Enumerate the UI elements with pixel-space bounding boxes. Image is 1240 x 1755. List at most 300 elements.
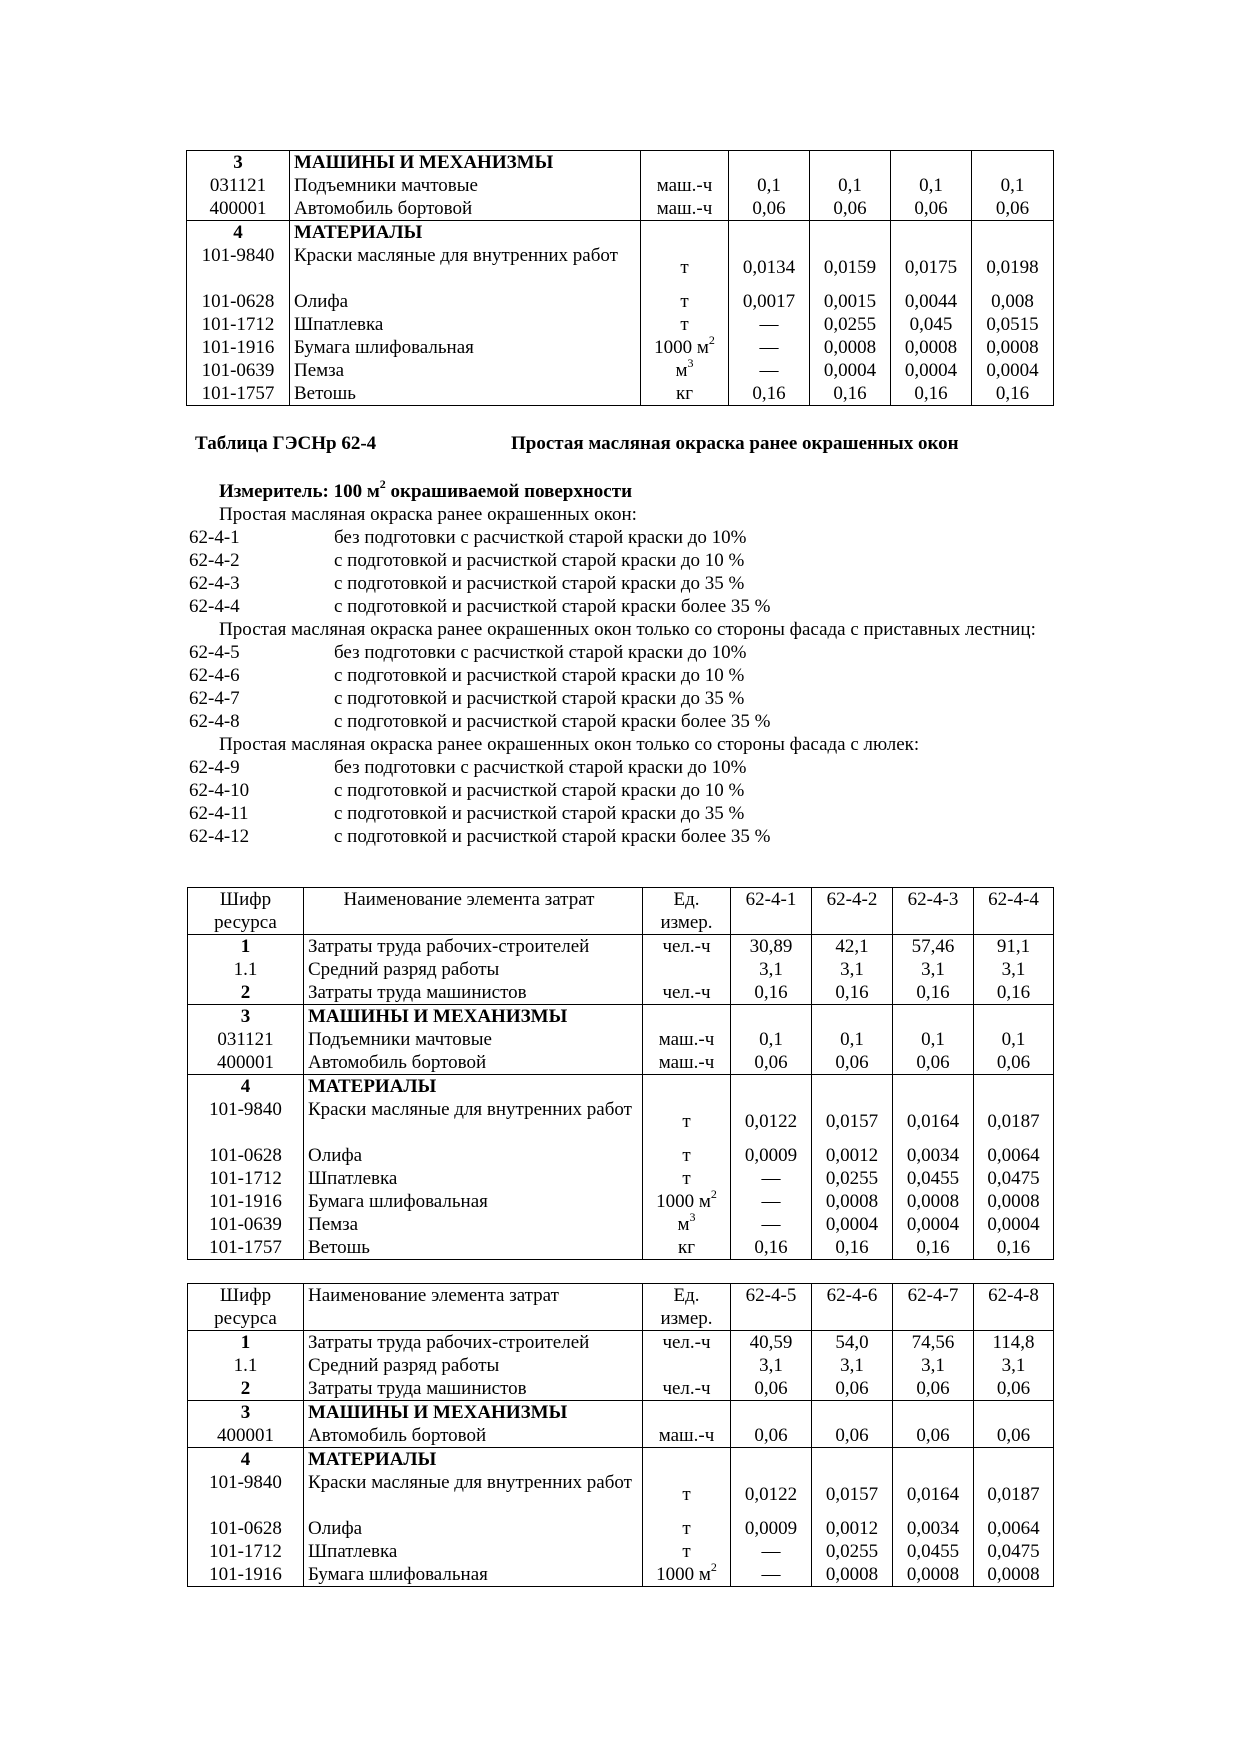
- resource-code: 101-1757: [187, 382, 290, 406]
- resource-code: 101-1712: [188, 1540, 304, 1563]
- unit-cell: [643, 1471, 731, 1517]
- value-cell: 3,1: [974, 1354, 1054, 1377]
- value-cell: 40,59: [731, 1331, 812, 1355]
- table-row: [187, 336, 1054, 359]
- resource-code: 031121: [187, 174, 290, 197]
- table-row: [188, 1236, 1054, 1260]
- table-code-item: [189, 549, 1061, 572]
- value-cell: 0,0064: [974, 1517, 1054, 1540]
- table-code: 62-4-2: [189, 550, 240, 571]
- unit-cell: [641, 290, 729, 313]
- unit-cell: [643, 1028, 731, 1051]
- unit-cell: [641, 332, 729, 359]
- resource-code: 101-1757: [188, 1236, 304, 1260]
- table-code: 62-4-9: [189, 757, 240, 778]
- table-row: [188, 1540, 1054, 1563]
- table-code-description: с подготовкой и расчисткой старой краски более 35 %: [334, 826, 771, 847]
- cost-element-name: Автомобиль бортовой: [304, 1051, 643, 1075]
- unit-text: т: [682, 1110, 691, 1132]
- value-cell: 3,1: [893, 1354, 974, 1377]
- value-cell: 0,0015: [810, 290, 891, 313]
- value-cell: 0,0187: [974, 1098, 1054, 1144]
- value-cell: 0,045: [891, 313, 972, 336]
- unit-text: маш.-ч: [656, 198, 713, 219]
- unit-text: чел.-ч: [662, 936, 711, 957]
- value-cell: 0,0004: [974, 1213, 1054, 1236]
- unit-cell: [643, 1331, 731, 1355]
- value-cell: 0,06: [812, 1051, 893, 1075]
- value-cell: 3,1: [812, 958, 893, 981]
- value-cell: 0,1: [972, 174, 1054, 197]
- cost-element-name: Ветошь: [290, 382, 641, 406]
- header-col-code: 62-4-2: [812, 888, 893, 935]
- value-cell: —: [731, 1167, 812, 1190]
- table-row: [187, 244, 1054, 290]
- value-cell: 0,0455: [893, 1540, 974, 1563]
- value-cell: 54,0: [812, 1331, 893, 1355]
- table-row: [188, 1028, 1054, 1051]
- table-code-description: с подготовкой и расчисткой старой краски более 35 %: [334, 596, 771, 617]
- value-cell: —: [731, 1540, 812, 1563]
- cost-element-name: Краски масляные для внутренних работ: [290, 244, 641, 290]
- cost-element-name: Шпатлевка: [290, 313, 641, 336]
- value-cell: 0,0255: [812, 1540, 893, 1563]
- value-cell: 0,16: [891, 382, 972, 406]
- value-cell: [731, 1448, 812, 1472]
- cost-element-name: Олифа: [290, 290, 641, 313]
- value-cell: 0,06: [891, 197, 972, 221]
- resource-code: 101-0639: [187, 359, 290, 382]
- header-col-code: 62-4-4: [974, 888, 1054, 935]
- value-cell: 0,0004: [810, 359, 891, 382]
- resource-code: 4: [188, 1448, 304, 1472]
- unit-superscript: 2: [710, 1186, 717, 1201]
- header-code: Шифр ресурса: [188, 888, 304, 935]
- unit-cell: [643, 1167, 731, 1190]
- cost-element-name: МАТЕРИАЛЫ: [304, 1448, 643, 1472]
- table-code: 62-4-7: [189, 688, 240, 709]
- resource-code: 101-9840: [188, 1471, 304, 1517]
- cost-element-name: Затраты труда рабочих-строителей: [304, 1331, 643, 1355]
- cost-element-name: Краски масляные для внутренних работ: [304, 1471, 643, 1517]
- resource-code: 1: [188, 1331, 304, 1355]
- unit-superscript: 2: [710, 1559, 717, 1574]
- table-code: 62-4-11: [189, 803, 249, 824]
- group-heading: Простая масляная окраска ранее окрашенных окон только со стороны фасада с приставных лестниц:: [219, 619, 1036, 640]
- value-cell: 0,16: [812, 1236, 893, 1260]
- table-row: [188, 1051, 1054, 1075]
- cost-element-name: Средний разряд работы: [304, 958, 643, 981]
- unit-cell: [643, 1098, 731, 1144]
- table-code-description: с подготовкой и расчисткой старой краски до 10 %: [334, 780, 745, 801]
- value-cell: 0,0034: [893, 1517, 974, 1540]
- table-title: Простая масляная окраска ранее окрашенных окон: [511, 433, 959, 454]
- value-cell: 0,0175: [891, 244, 972, 290]
- value-cell: 0,0004: [891, 359, 972, 382]
- resource-code: 400001: [188, 1424, 304, 1448]
- value-cell: [974, 1005, 1054, 1029]
- table-row: [188, 1098, 1054, 1144]
- unit-cell: [641, 355, 729, 382]
- value-cell: 0,06: [893, 1424, 974, 1448]
- value-cell: [729, 151, 810, 175]
- cost-element-name: Ветошь: [304, 1236, 643, 1260]
- value-cell: 3,1: [731, 958, 812, 981]
- value-cell: 0,06: [731, 1051, 812, 1075]
- unit-text: маш.-ч: [658, 1425, 715, 1446]
- value-cell: 0,1: [974, 1028, 1054, 1051]
- value-cell: —: [731, 1190, 812, 1213]
- table-code-item: [189, 779, 1061, 802]
- table-code: 62-4-8: [189, 711, 240, 732]
- value-cell: —: [729, 336, 810, 359]
- table-code-item: [189, 687, 1061, 710]
- header-col-code: 62-4-7: [893, 1284, 974, 1331]
- resource-code: 1: [188, 935, 304, 959]
- cost-element-name: Средний разряд работы: [304, 1354, 643, 1377]
- cost-element-name: Подъемники мачтовые: [290, 174, 641, 197]
- table-row: [188, 1354, 1054, 1377]
- cost-element-name: МАТЕРИАЛЫ: [290, 221, 641, 245]
- value-cell: 0,0008: [893, 1563, 974, 1587]
- section-row: [188, 1075, 1054, 1099]
- unit-text: м: [675, 360, 688, 381]
- table-row: [188, 1190, 1054, 1213]
- table-row: [187, 197, 1054, 221]
- header-col-code: 62-4-6: [812, 1284, 893, 1331]
- header-col-code: 62-4-5: [731, 1284, 812, 1331]
- unit-cell: [643, 1209, 731, 1236]
- value-cell: 74,56: [893, 1331, 974, 1355]
- value-cell: —: [731, 1563, 812, 1587]
- value-cell: 0,06: [812, 1424, 893, 1448]
- value-cell: [731, 1005, 812, 1029]
- resource-code: 101-0628: [187, 290, 290, 313]
- value-cell: 0,1: [891, 174, 972, 197]
- value-cell: [731, 1075, 812, 1099]
- value-cell: 0,16: [893, 981, 974, 1005]
- resource-code: 101-9840: [187, 244, 290, 290]
- value-cell: —: [729, 359, 810, 382]
- unit-text: маш.-ч: [658, 1052, 715, 1073]
- value-cell: 0,0008: [972, 336, 1054, 359]
- cost-element-name: Автомобиль бортовой: [304, 1424, 643, 1448]
- value-cell: 0,1: [731, 1028, 812, 1051]
- unit-cell: [643, 935, 731, 959]
- value-cell: 0,1: [729, 174, 810, 197]
- table-code-description: без подготовки с расчисткой старой краски до 10%: [334, 757, 747, 778]
- value-cell: 0,0475: [974, 1540, 1054, 1563]
- header-name: Наименование элемента затрат: [304, 888, 643, 935]
- table-row: [188, 1167, 1054, 1190]
- value-cell: 0,06: [974, 1051, 1054, 1075]
- resource-code: 1.1: [188, 1354, 304, 1377]
- header-code: Шифр ресурса: [188, 1284, 304, 1331]
- value-cell: [893, 1005, 974, 1029]
- value-cell: [893, 1075, 974, 1099]
- value-cell: 0,06: [974, 1377, 1054, 1401]
- value-cell: 0,06: [972, 197, 1054, 221]
- value-cell: 0,16: [810, 382, 891, 406]
- cost-element-name: Шпатлевка: [304, 1167, 643, 1190]
- table-code: 62-4-1: [189, 527, 240, 548]
- value-cell: 0,16: [731, 1236, 812, 1260]
- table-code-description: без подготовки с расчисткой старой краски до 10%: [334, 527, 747, 548]
- unit-text: м: [677, 1214, 690, 1235]
- value-cell: 0,16: [974, 981, 1054, 1005]
- table-code: 62-4-3: [189, 573, 240, 594]
- unit-text: чел.-ч: [662, 1378, 711, 1399]
- value-cell: [812, 1448, 893, 1472]
- value-cell: 0,0004: [972, 359, 1054, 382]
- group-heading: Простая масляная окраска ранее окрашенных окон:: [219, 504, 637, 525]
- table-row: [187, 290, 1054, 313]
- resource-code: 2: [188, 1377, 304, 1401]
- value-cell: 0,0187: [974, 1471, 1054, 1517]
- value-cell: [729, 221, 810, 245]
- value-cell: 0,06: [729, 197, 810, 221]
- value-cell: 0,16: [974, 1236, 1054, 1260]
- unit-cell: [643, 1559, 731, 1587]
- section-row: [188, 1401, 1054, 1425]
- table-row: [188, 1377, 1054, 1401]
- value-cell: 0,0475: [974, 1167, 1054, 1190]
- value-cell: [974, 1448, 1054, 1472]
- table-row: [187, 382, 1054, 406]
- value-cell: —: [729, 313, 810, 336]
- value-cell: 0,0255: [812, 1167, 893, 1190]
- table-header-row: [188, 1284, 1054, 1331]
- table-code: 62-4-6: [189, 665, 240, 686]
- unit-cell: [641, 151, 729, 175]
- table-code: 62-4-10: [189, 780, 250, 801]
- table-code-item: [189, 526, 1061, 549]
- unit-cell: [643, 1144, 731, 1167]
- value-cell: 0,1: [812, 1028, 893, 1051]
- table-label: Таблица ГЭСНр 62-4: [195, 433, 377, 454]
- table-code-item: [189, 572, 1061, 595]
- value-cell: 42,1: [812, 935, 893, 959]
- cost-element-name: Бумага шлифовальная: [304, 1190, 643, 1213]
- value-cell: 91,1: [974, 935, 1054, 959]
- resource-code: 3: [188, 1401, 304, 1425]
- value-cell: 0,06: [812, 1377, 893, 1401]
- resource-code: 4: [187, 221, 290, 245]
- value-cell: 0,0157: [812, 1098, 893, 1144]
- value-cell: 114,8: [974, 1331, 1054, 1355]
- cost-element-name: Бумага шлифовальная: [304, 1563, 643, 1587]
- table-row: [187, 359, 1054, 382]
- value-cell: 0,06: [893, 1051, 974, 1075]
- header-unit: Ед. измер.: [643, 888, 731, 935]
- value-cell: [812, 1075, 893, 1099]
- unit-text: маш.-ч: [658, 1029, 715, 1050]
- unit-cell: [643, 1186, 731, 1213]
- cost-table-continuation: [186, 150, 1054, 406]
- value-cell: 0,0008: [893, 1190, 974, 1213]
- cost-element-name: Затраты труда рабочих-строителей: [304, 935, 643, 959]
- unit-text: маш.-ч: [656, 175, 713, 196]
- table-code-description: без подготовки с расчисткой старой краски до 10%: [334, 642, 747, 663]
- unit-text: т: [680, 314, 689, 335]
- cost-element-name: МАШИНЫ И МЕХАНИЗМЫ: [290, 151, 641, 175]
- table-code-description: с подготовкой и расчисткой старой краски до 35 %: [334, 803, 745, 824]
- unit-cell: [643, 1051, 731, 1075]
- value-cell: 0,0515: [972, 313, 1054, 336]
- table-row: [188, 1331, 1054, 1355]
- resource-code: 1.1: [188, 958, 304, 981]
- table-code-description: с подготовкой и расчисткой старой краски до 35 %: [334, 688, 745, 709]
- resource-code: 101-0628: [188, 1144, 304, 1167]
- unit-cell: [643, 1401, 731, 1425]
- unit-text: т: [680, 256, 689, 278]
- value-cell: 0,0008: [810, 336, 891, 359]
- cost-element-name: МАШИНЫ И МЕХАНИЗМЫ: [304, 1005, 643, 1029]
- value-cell: 0,0157: [812, 1471, 893, 1517]
- table-row: [188, 958, 1054, 981]
- value-cell: 0,0164: [893, 1471, 974, 1517]
- header-col-code: 62-4-8: [974, 1284, 1054, 1331]
- value-cell: 0,16: [729, 382, 810, 406]
- table-code-description: с подготовкой и расчисткой старой краски до 10 %: [334, 550, 745, 571]
- cost-element-name: МАШИНЫ И МЕХАНИЗМЫ: [304, 1401, 643, 1425]
- value-cell: 0,0004: [893, 1213, 974, 1236]
- value-cell: 0,0044: [891, 290, 972, 313]
- resource-code: 101-1712: [188, 1167, 304, 1190]
- value-cell: 0,0009: [731, 1517, 812, 1540]
- table-code: 62-4-12: [189, 826, 250, 847]
- unit-text: т: [682, 1541, 691, 1562]
- resource-code: 101-1916: [188, 1563, 304, 1587]
- unit-cell: [643, 1448, 731, 1472]
- table-code-item: [189, 802, 1061, 825]
- value-cell: 0,0255: [810, 313, 891, 336]
- unit-text: т: [680, 291, 689, 312]
- table-code-description: с подготовкой и расчисткой старой краски до 35 %: [334, 573, 745, 594]
- unit-text: т: [682, 1483, 691, 1505]
- resource-code: 3: [187, 151, 290, 175]
- value-cell: 0,0064: [974, 1144, 1054, 1167]
- cost-table-62-4-5-8: [187, 1283, 1054, 1587]
- unit-cell: [641, 221, 729, 245]
- unit-cell: [643, 1540, 731, 1563]
- cost-element-name: Затраты труда машинистов: [304, 1377, 643, 1401]
- section-description: [189, 476, 1061, 848]
- value-cell: [972, 151, 1054, 175]
- table-row: [188, 935, 1054, 959]
- value-cell: [891, 221, 972, 245]
- value-cell: [974, 1075, 1054, 1099]
- cost-element-name: Олифа: [304, 1144, 643, 1167]
- unit-cell: [643, 1424, 731, 1448]
- value-cell: 0,0159: [810, 244, 891, 290]
- unit-cell: [643, 981, 731, 1005]
- table-row: [187, 313, 1054, 336]
- value-cell: 0,0009: [731, 1144, 812, 1167]
- value-cell: 0,0012: [812, 1517, 893, 1540]
- unit-cell: [643, 1354, 731, 1377]
- table-code-item: [189, 641, 1061, 664]
- unit-text: т: [682, 1145, 691, 1166]
- table-code: 62-4-4: [189, 596, 240, 617]
- value-cell: [891, 151, 972, 175]
- cost-element-name: Шпатлевка: [304, 1540, 643, 1563]
- unit-text: чел.-ч: [662, 1332, 711, 1353]
- value-cell: 0,0008: [891, 336, 972, 359]
- value-cell: 3,1: [731, 1354, 812, 1377]
- value-cell: [974, 1401, 1054, 1425]
- cost-table-62-4-1-4: [187, 887, 1054, 1260]
- value-cell: 0,0012: [812, 1144, 893, 1167]
- value-cell: 0,0017: [729, 290, 810, 313]
- resource-code: 4: [188, 1075, 304, 1099]
- table-row: [188, 1471, 1054, 1517]
- header-unit: Ед. измер.: [643, 1284, 731, 1331]
- table-row: [188, 1213, 1054, 1236]
- value-cell: [812, 1401, 893, 1425]
- table-code-item: [189, 710, 1061, 733]
- header-name: Наименование элемента затрат: [304, 1284, 643, 1331]
- measure-line: Измеритель: 100 $м^2$ окрашиваемой поверхности: [219, 476, 633, 502]
- value-cell: 0,16: [812, 981, 893, 1005]
- resource-code: 101-1916: [187, 336, 290, 359]
- value-cell: 0,0004: [812, 1213, 893, 1236]
- cost-element-name: Автомобиль бортовой: [290, 197, 641, 221]
- cost-element-name: МАТЕРИАЛЫ: [304, 1075, 643, 1099]
- group-heading: Простая масляная окраска ранее окрашенных окон только со стороны фасада с люлек:: [219, 734, 920, 755]
- value-cell: 0,0008: [974, 1190, 1054, 1213]
- unit-text: 1000 м: [656, 1564, 711, 1585]
- header-col-code: 62-4-3: [893, 888, 974, 935]
- unit-cell: [643, 1377, 731, 1401]
- value-cell: 0,16: [893, 1236, 974, 1260]
- resource-code: 2: [188, 981, 304, 1005]
- table-row: [188, 1517, 1054, 1540]
- value-cell: 0,1: [893, 1028, 974, 1051]
- unit-cell: [643, 1517, 731, 1540]
- unit-cell: [643, 1236, 731, 1260]
- resource-code: 400001: [187, 197, 290, 221]
- unit-cell: [641, 382, 729, 406]
- table-code-item: [189, 825, 1061, 848]
- value-cell: 0,0008: [974, 1563, 1054, 1587]
- header-col-code: 62-4-1: [731, 888, 812, 935]
- resource-code: 031121: [188, 1028, 304, 1051]
- unit-superscript: 3: [689, 1209, 696, 1224]
- resource-code: 101-1712: [187, 313, 290, 336]
- section-row: [187, 221, 1054, 245]
- table-row: [188, 1563, 1054, 1587]
- cost-element-name: Пемза: [304, 1213, 643, 1236]
- value-cell: [731, 1401, 812, 1425]
- resource-code: 3: [188, 1005, 304, 1029]
- cost-element-name: Краски масляные для внутренних работ: [304, 1098, 643, 1144]
- value-cell: 0,0198: [972, 244, 1054, 290]
- unit-text: чел.-ч: [662, 982, 711, 1003]
- value-cell: 3,1: [893, 958, 974, 981]
- unit-cell: [643, 958, 731, 981]
- value-cell: 0,16: [972, 382, 1054, 406]
- unit-text: т: [682, 1168, 691, 1189]
- section-row: [188, 1005, 1054, 1029]
- table-row: [188, 1144, 1054, 1167]
- value-cell: [810, 151, 891, 175]
- value-cell: [893, 1401, 974, 1425]
- value-cell: 0,0164: [893, 1098, 974, 1144]
- value-cell: 3,1: [974, 958, 1054, 981]
- table-header-row: [188, 888, 1054, 935]
- value-cell: 3,1: [812, 1354, 893, 1377]
